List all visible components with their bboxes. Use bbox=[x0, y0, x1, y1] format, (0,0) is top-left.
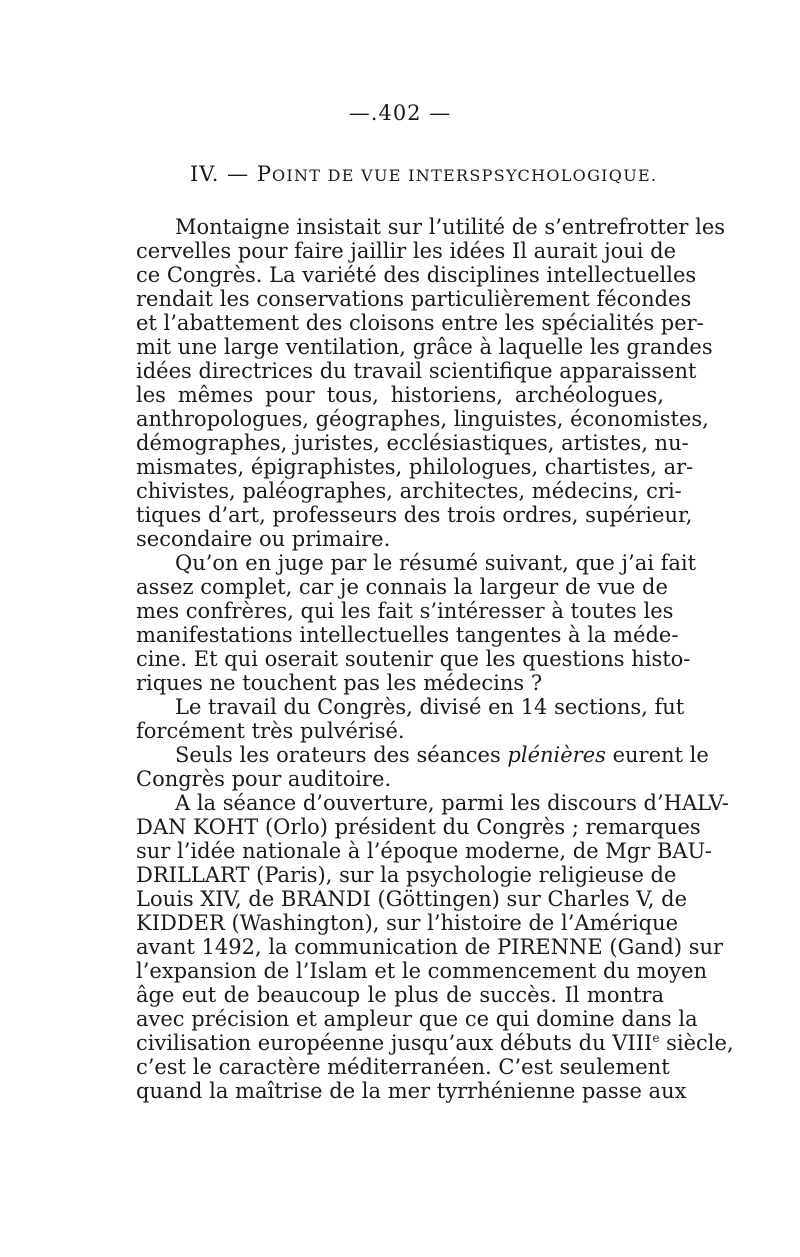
text-line: civilisation européenne jusqu’aux débuts du VIIIe siècle, bbox=[136, 1031, 734, 1055]
text-line: les mêmes pour tous, historiens, archéologues, bbox=[136, 383, 664, 407]
text-line: quand la maîtrise de la mer tyrrhénienne passe aux bbox=[136, 1079, 687, 1103]
text-line: avec précision et ampleur que ce qui domine dans la bbox=[136, 1007, 698, 1031]
text-line: Montaigne insistait sur l’utilité de s’entrefrotter les bbox=[175, 215, 726, 239]
text-line: DAN KOHT (Orlo) président du Congrès ; remarques bbox=[136, 815, 701, 839]
text-line: secondaire ou primaire. bbox=[136, 527, 391, 551]
text-line: Congrès pour auditoire. bbox=[136, 767, 392, 791]
text-line: et l’abattement des cloisons entre les spécialités per- bbox=[136, 311, 704, 335]
text-line: DRILLART (Paris), sur la psychologie religieuse de bbox=[136, 863, 677, 887]
text-line: A la séance d’ouverture, parmi les discours d’HALV- bbox=[175, 791, 729, 815]
heading-numeral: IV. — P bbox=[190, 162, 272, 186]
text-line: assez complet, car je connais la largeur de vue de bbox=[136, 575, 668, 599]
text-line: anthropologues, géographes, linguistes, économistes, bbox=[136, 407, 709, 431]
text-line: Seuls les orateurs des séances plénières eurent le bbox=[175, 743, 709, 767]
text-line: Louis XIV, de BRANDI (Göttingen) sur Charles V, de bbox=[136, 887, 687, 911]
section-heading bbox=[190, 162, 657, 186]
text-line: c’est le caractère méditerranéen. C’est seulement bbox=[136, 1055, 670, 1079]
text-line: âge eut de beaucoup le plus de succès. Il montra bbox=[136, 983, 664, 1007]
text-line: mit une large ventilation, grâce à laquelle les grandes bbox=[136, 335, 713, 359]
text-line: riques ne touchent pas les médecins ? bbox=[136, 671, 543, 695]
text-line: sur l’idée nationale à l’époque moderne, de Mgr BAU- bbox=[136, 839, 712, 863]
page-number: —.402 — bbox=[348, 101, 452, 125]
heading-title: OINT DE VUE INTERSPSYCHOLOGIQUE. bbox=[271, 166, 658, 185]
text-line: chivistes, paléographes, architectes, médecins, cri- bbox=[136, 479, 682, 503]
text-line: ce Congrès. La variété des disciplines intellectuelles bbox=[136, 263, 697, 287]
text-line: manifestations intellectuelles tangentes à la méde- bbox=[136, 623, 679, 647]
text-line: tiques d’art, professeurs des trois ordres, supérieur, bbox=[136, 503, 693, 527]
text-line: démographes, juristes, ecclésiastiques, artistes, nu- bbox=[136, 431, 689, 455]
text-line: KIDDER (Washington), sur l’histoire de l’Amérique bbox=[136, 911, 679, 935]
text-line: mes confrères, qui les fait s’intéresser à toutes les bbox=[136, 599, 674, 623]
text-line: l’expansion de l’Islam et le commencement du moyen bbox=[136, 959, 708, 983]
text-line: Le travail du Congrès, divisé en 14 sections, fut bbox=[175, 695, 685, 719]
text-line: rendait les conservations particulièrement fécondes bbox=[136, 287, 692, 311]
text-line: cine. Et qui oserait soutenir que les questions histo- bbox=[136, 647, 691, 671]
text-line: cervelles pour faire jaillir les idées Il aurait joui de bbox=[136, 239, 677, 263]
text-line: avant 1492, la communication de PIRENNE (Gand) sur bbox=[136, 935, 724, 959]
text-line: mismates, épigraphistes, philologues, chartistes, ar- bbox=[136, 455, 694, 479]
text-line: forcément très pulvérisé. bbox=[136, 719, 405, 743]
text-line: idées directrices du travail scientifique apparaissent bbox=[136, 359, 697, 383]
text-line: Qu’on en juge par le résumé suivant, que j’ai fait bbox=[175, 551, 697, 575]
